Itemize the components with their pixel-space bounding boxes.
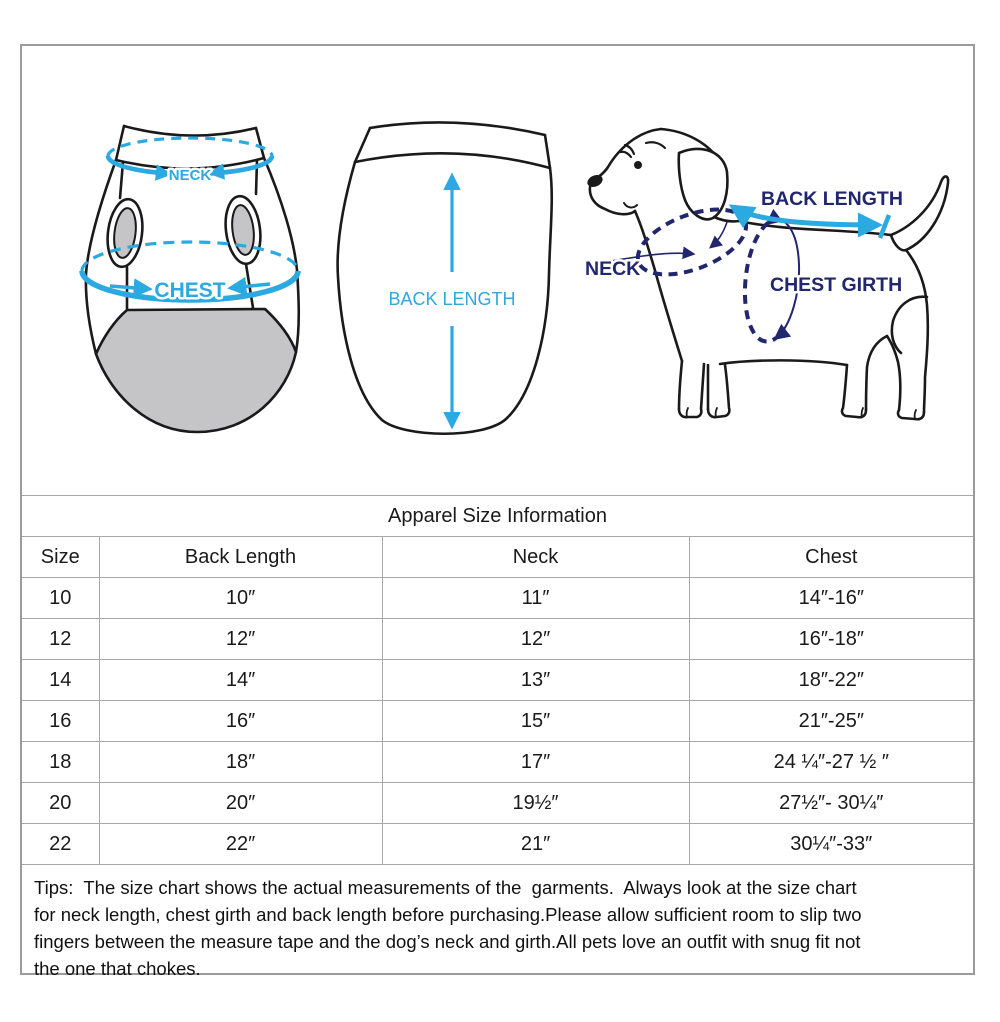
cell-neck: 19½″ bbox=[382, 783, 689, 824]
cell-chest: 14″-16″ bbox=[689, 578, 973, 619]
cell-neck: 11″ bbox=[382, 578, 689, 619]
dog-eye bbox=[634, 161, 642, 169]
cell-neck: 15″ bbox=[382, 701, 689, 742]
cell-chest: 16″-18″ bbox=[689, 619, 973, 660]
front-chest-label: CHEST bbox=[154, 279, 226, 302]
cell-size: 12 bbox=[22, 619, 99, 660]
table-row bbox=[22, 619, 973, 660]
measurement-diagrams bbox=[22, 46, 973, 495]
dog-neck-label: NECK bbox=[585, 258, 641, 280]
dog-measure-diagram bbox=[575, 115, 985, 450]
cell-size: 20 bbox=[22, 783, 99, 824]
col-header-chest: Chest bbox=[689, 537, 973, 578]
cell-back-length: 22″ bbox=[99, 824, 382, 865]
cell-size: 14 bbox=[22, 660, 99, 701]
table-title: Apparel Size Information bbox=[22, 496, 973, 537]
cell-back-length: 20″ bbox=[99, 783, 382, 824]
cell-chest: 30¼″-33″ bbox=[689, 824, 973, 865]
cell-back-length: 18″ bbox=[99, 742, 382, 783]
table-row bbox=[22, 701, 973, 742]
tips-line: for neck length, chest girth and back length before purchasing.Please allow sufficient room to slip two bbox=[34, 904, 862, 925]
tips-line: Tips: The size chart shows the actual measurements of the garments. Always look at the size chart bbox=[34, 877, 857, 898]
cell-size: 16 bbox=[22, 701, 99, 742]
back-length-label: BACK LENGTH bbox=[388, 289, 516, 309]
garment-back-diagram bbox=[332, 112, 572, 444]
cell-back-length: 16″ bbox=[99, 701, 382, 742]
cell-neck: 12″ bbox=[382, 619, 689, 660]
cell-back-length: 12″ bbox=[99, 619, 382, 660]
front-neck-label: NECK bbox=[168, 167, 212, 184]
table-header-row bbox=[22, 537, 973, 578]
belly-patch bbox=[96, 309, 296, 432]
cell-size: 10 bbox=[22, 578, 99, 619]
cell-size: 22 bbox=[22, 824, 99, 865]
cell-chest: 27½″- 30¼″ bbox=[689, 783, 973, 824]
dog-back-length-label: BACK LENGTH bbox=[761, 188, 903, 210]
table-title-row bbox=[22, 496, 973, 537]
cell-chest: 24 ¼″-27 ½ ″ bbox=[689, 742, 973, 783]
col-header-neck: Neck bbox=[382, 537, 689, 578]
cell-chest: 21″-25″ bbox=[689, 701, 973, 742]
garment-front-diagram bbox=[60, 112, 330, 444]
tips-line: the one that chokes. bbox=[34, 958, 201, 979]
cell-back-length: 14″ bbox=[99, 660, 382, 701]
dog-chest-girth-label: CHEST GIRTH bbox=[770, 274, 903, 296]
cell-back-length: 10″ bbox=[99, 578, 382, 619]
cell-neck: 17″ bbox=[382, 742, 689, 783]
col-header-size: Size bbox=[22, 537, 99, 578]
cell-size: 18 bbox=[22, 742, 99, 783]
tips-line: fingers between the measure tape and the dog’s neck and girth.All pets love an outfit with snug fit not bbox=[34, 931, 861, 952]
col-header-back-length: Back Length bbox=[99, 537, 382, 578]
armholes bbox=[104, 194, 264, 269]
tips-note bbox=[22, 865, 973, 982]
cell-chest: 18″-22″ bbox=[689, 660, 973, 701]
back-garment-outline bbox=[338, 122, 552, 433]
table-row bbox=[22, 742, 973, 783]
table-row bbox=[22, 783, 973, 824]
table-row bbox=[22, 578, 973, 619]
cell-neck: 13″ bbox=[382, 660, 689, 701]
apparel-size-table bbox=[22, 495, 973, 865]
table-row bbox=[22, 660, 973, 701]
size-chart-sheet bbox=[20, 44, 975, 979]
table-row bbox=[22, 824, 973, 865]
cell-neck: 21″ bbox=[382, 824, 689, 865]
